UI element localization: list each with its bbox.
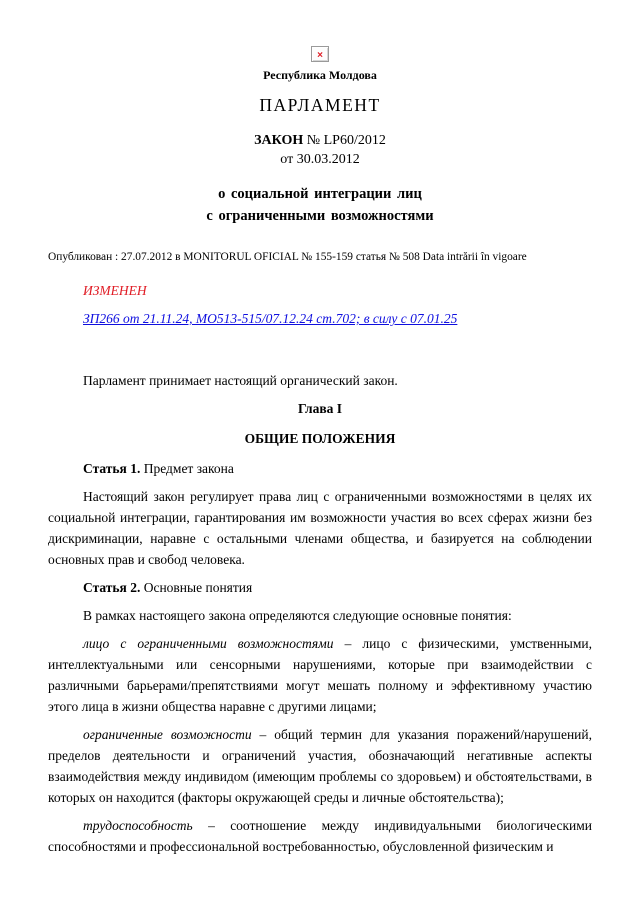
article-2-heading — [48, 577, 592, 598]
article-1-label: Статья 1. — [83, 461, 141, 476]
definition-term: ограниченные возможности — [83, 727, 252, 742]
broken-image-icon — [311, 46, 329, 62]
document-title-line1: о социальной интеграции лиц — [218, 186, 422, 202]
article-2-title: Основные понятия — [143, 580, 253, 595]
definition-term: лицо с ограниченными возможностями — [83, 636, 334, 651]
amendment-link[interactable]: ЗП266 от 21.11.24, МО513-515/07.12.24 ст.702; в силу с 07.01.25 — [83, 311, 458, 326]
definition-paragraph — [48, 633, 592, 717]
broken-image-x-glyph: × — [317, 49, 323, 61]
definition-text: – лицо с физическими, умственными, интеллектуальными или сенсорными нарушениями, которые при взаимодействии с различными барьерами/препятствиями могут мешать полному и эффективному участию этого лица в жизни общества наравне с другими лицами; — [48, 636, 593, 714]
article-1-heading — [48, 458, 592, 479]
chapter-title: ОБЩИЕ ПОЛОЖЕНИЯ — [244, 431, 396, 446]
article-2-label: Статья 2. — [83, 580, 141, 595]
law-date: от 30.03.2012 — [280, 152, 360, 167]
broken-image-row — [48, 42, 592, 63]
article-2-intro: В рамках настоящего закона определяются следующие основные понятия: — [83, 608, 512, 623]
institution-name: ПАРЛАМЕНТ — [259, 95, 381, 115]
amendment-link-row — [83, 311, 592, 327]
article-1-title: Предмет закона — [143, 461, 234, 476]
country-name: Республика Молдова — [263, 68, 377, 82]
definition-paragraph — [48, 724, 592, 808]
definition-text: – общий термин для указания поражений/нарушений, пределов деятельности и ограничений участия, обозначающий негативные аспекты взаимодействия между индивидом (имеющим проблемы со здоровьем) и обстоятельствами, в которых он находится (факторы окружающей среды и личные обстоятельства); — [48, 727, 592, 805]
definition-term: трудоспособность — [83, 818, 193, 833]
article-1-text: Настоящий закон регулирует права лиц с ограниченными возможностями в целях их социальной интеграции, гарантирования им возможности участия во всех сферах жизни без дискриминации, наравне с остальными членами общества, и базируется на соблюдении основных прав и свобод человека. — [48, 489, 592, 567]
intro-paragraph: Парламент принимает настоящий органический закон. — [83, 373, 398, 388]
law-label: ЗАКОН — [254, 133, 304, 148]
law-number: № LP60/2012 — [306, 133, 386, 148]
chapter-label: Глава I — [297, 401, 343, 416]
document-title-line2: с ограниченными возможностями — [206, 207, 434, 224]
amended-label: ИЗМЕНЕН — [83, 283, 147, 298]
definition-text: – соотношение между индивидуальными биологическими способностями и профессиональной востребованностью, обусловленной физическим и — [48, 818, 592, 854]
definition-paragraph — [48, 815, 592, 857]
publication-info: Опубликован : 27.07.2012 в MONITORUL OFICIAL № 155-159 статья № 508 Data intrării în vigoare — [48, 251, 527, 263]
law-number-line — [48, 131, 592, 150]
document-title — [48, 184, 592, 227]
